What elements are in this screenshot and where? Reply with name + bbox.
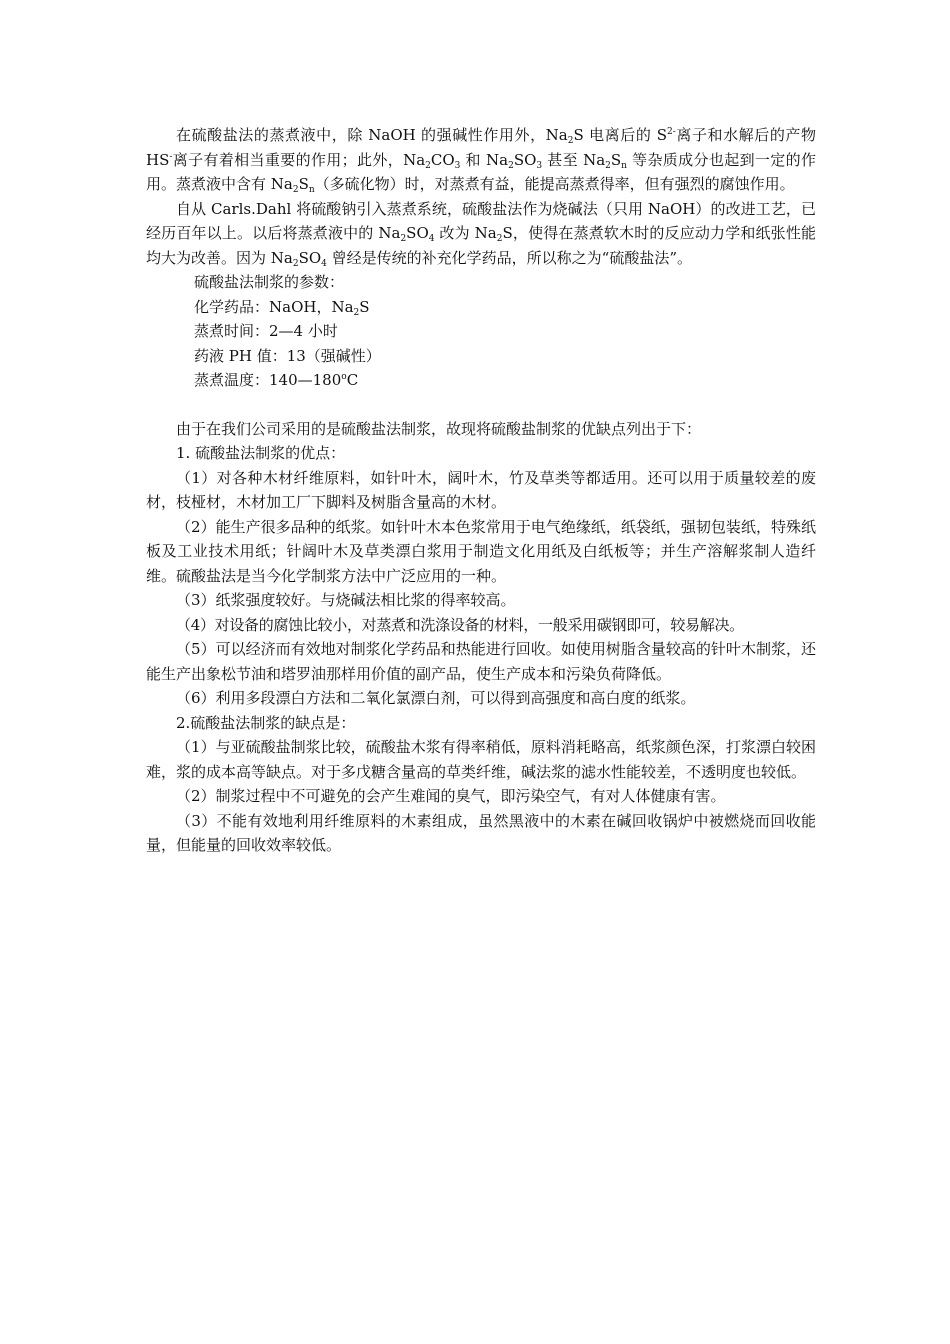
subscript: n xyxy=(308,185,315,195)
subscript: 2 xyxy=(292,258,299,269)
text-run: CO xyxy=(430,150,455,169)
text-run: 和 Na xyxy=(460,150,509,169)
subscript: 2 xyxy=(353,307,360,318)
advantage-item: （4）对设备的腐蚀比较小，对蒸煮和洗涤设备的材料，一般采用碳钢即可，较易解决。 xyxy=(176,615,744,634)
blank-line xyxy=(146,393,816,417)
advantage-item: （5）可以经济而有效地对制浆化学药品和热能进行回收。如使用树脂含量较高的针叶木制浆，还能生产出象松节油和塔罗油那样用价值的副产品，使生产成本和污染负荷降低。 xyxy=(146,640,816,683)
disadvantage-item: （2）制浆过程中不可避免的会产生难闻的臭气，即污染空气，有对人体健康有害。 xyxy=(176,787,726,805)
disadvantage-item: （1）与亚硫酸盐制浆比较，硫酸盐木浆有得率稍低，原料消耗略高，纸浆颜色深，打浆漂白较困难，浆的成本高等缺点。对于多戊糖含量高的草类纤维，碱法浆的滤水性能较差，不透明度也较低。 xyxy=(146,738,816,781)
summary-paragraph: 由于在我们公司采用的是硫酸盐法制浆，故现将硫酸盐制浆的优缺点列出于下： xyxy=(176,419,702,438)
text-run: Na xyxy=(545,126,568,144)
text-run: S 电离后的 S xyxy=(573,126,668,144)
text-run: S xyxy=(610,150,622,169)
text-run: SO xyxy=(513,150,537,169)
text-run: SO xyxy=(406,224,429,242)
text-run: 离子有着相当重要的作用；此外，Na xyxy=(172,150,426,169)
text-run: C xyxy=(346,371,359,389)
subscript: 2 xyxy=(496,234,503,244)
parameter-chemicals xyxy=(194,295,816,320)
text-run: 自从 Carls.Dahl 将硫酸钠引入蒸煮系统，硫酸盐法作为烧碱法（只用 NaOH）的改进工艺，已经历百年以上。以后将蒸煮液中的 Na xyxy=(146,199,816,242)
subscript: 4 xyxy=(428,234,435,244)
advantage-item: （2）能生产很多品种的纸浆。如针叶木本色浆常用于电气绝缘纸，纸袋纸，强韧包装纸，特殊纸板及工业技术用纸；针阔叶木及草类漂白浆用于制造文化用纸及白纸板等；并生产溶解浆制人造纤维。硫酸盐法是当今化学制浆方法中广泛应用的一种。 xyxy=(146,517,816,585)
subscript: 2 xyxy=(605,160,611,171)
text-run: 甚至 Na xyxy=(542,150,606,169)
advantage-item: （1）对各种木材纤维原料，如针叶木，阔叶木，竹及草类等都适用。还可以用于质量较差的废材，枝桠材，木材加工厂下脚料及树脂含量高的木材。 xyxy=(146,468,816,511)
text-run: 在硫酸盐法的蒸煮液中，除 NaOH 的强碱性作用外， xyxy=(176,126,546,144)
parameters-title: 硫酸盐法制浆的参数： xyxy=(194,273,345,291)
intro-paragraph-1 xyxy=(146,123,816,197)
subscript: n xyxy=(621,160,627,171)
disadvantage-item: （3）不能有效地利用纤维原料的木素组成，虽然黑液中的木素在碱回收锅炉中被燃烧而回收能量，但能量的回收效率较低。 xyxy=(146,811,816,854)
subscript: 2 xyxy=(567,136,574,146)
text-run: 蒸煮温度：140—180 xyxy=(194,371,342,389)
document-body xyxy=(146,123,816,858)
subscript: 2 xyxy=(425,160,431,171)
advantage-item: （6）利用多段漂白方法和二氧化氯漂白剂，可以得到高强度和高白度的纸浆。 xyxy=(176,689,696,707)
superscript: 2- xyxy=(667,127,676,137)
parameter-temperature xyxy=(194,368,816,393)
subscript: 2 xyxy=(508,160,514,171)
text-run: 曾经是传统的补充化学药品，所以称之为“硫酸盐法”。 xyxy=(326,248,692,267)
disadvantages-heading: 2.硫酸盐法制浆的缺点是： xyxy=(176,713,356,732)
text-run: 等杂质成分也起到一定的作用。蒸煮液中含有 Na xyxy=(146,150,816,193)
superscript: - xyxy=(169,151,173,162)
intro-paragraph-2 xyxy=(146,197,816,271)
subscript: 3 xyxy=(536,160,543,171)
subscript: 3 xyxy=(454,160,461,171)
advantages-heading: 1. 硫酸盐法制浆的优点： xyxy=(176,444,346,462)
parameter-time: 蒸煮时间：2—4 小时 xyxy=(194,322,338,340)
text-run: SO xyxy=(298,248,322,267)
subscript: 4 xyxy=(321,258,327,269)
text-run: S xyxy=(298,175,309,193)
text-run: 离子和水解后的产物 HS xyxy=(146,126,816,169)
subscript: 2 xyxy=(292,185,299,195)
subscript: 2 xyxy=(400,234,407,244)
superscript: o xyxy=(341,372,347,382)
text-run: S，使得在蒸煮软木时的反应动力学和纸张性能均大为改善。因为 Na xyxy=(146,224,817,267)
text-run: 化学药品：NaOH，Na xyxy=(194,297,354,316)
text-run: （多硫化物）时，对蒸煮有益，能提高蒸煮得率，但有强烈的腐蚀作用。 xyxy=(314,175,795,193)
parameters-block xyxy=(146,270,816,393)
text-run: S xyxy=(359,297,370,316)
parameter-ph: 药液 PH 值：13（强碱性） xyxy=(194,346,381,365)
text-run: 改为 Na xyxy=(434,224,497,242)
advantage-item: （3）纸浆强度较好。与烧碱法相比浆的得率较高。 xyxy=(176,591,516,609)
